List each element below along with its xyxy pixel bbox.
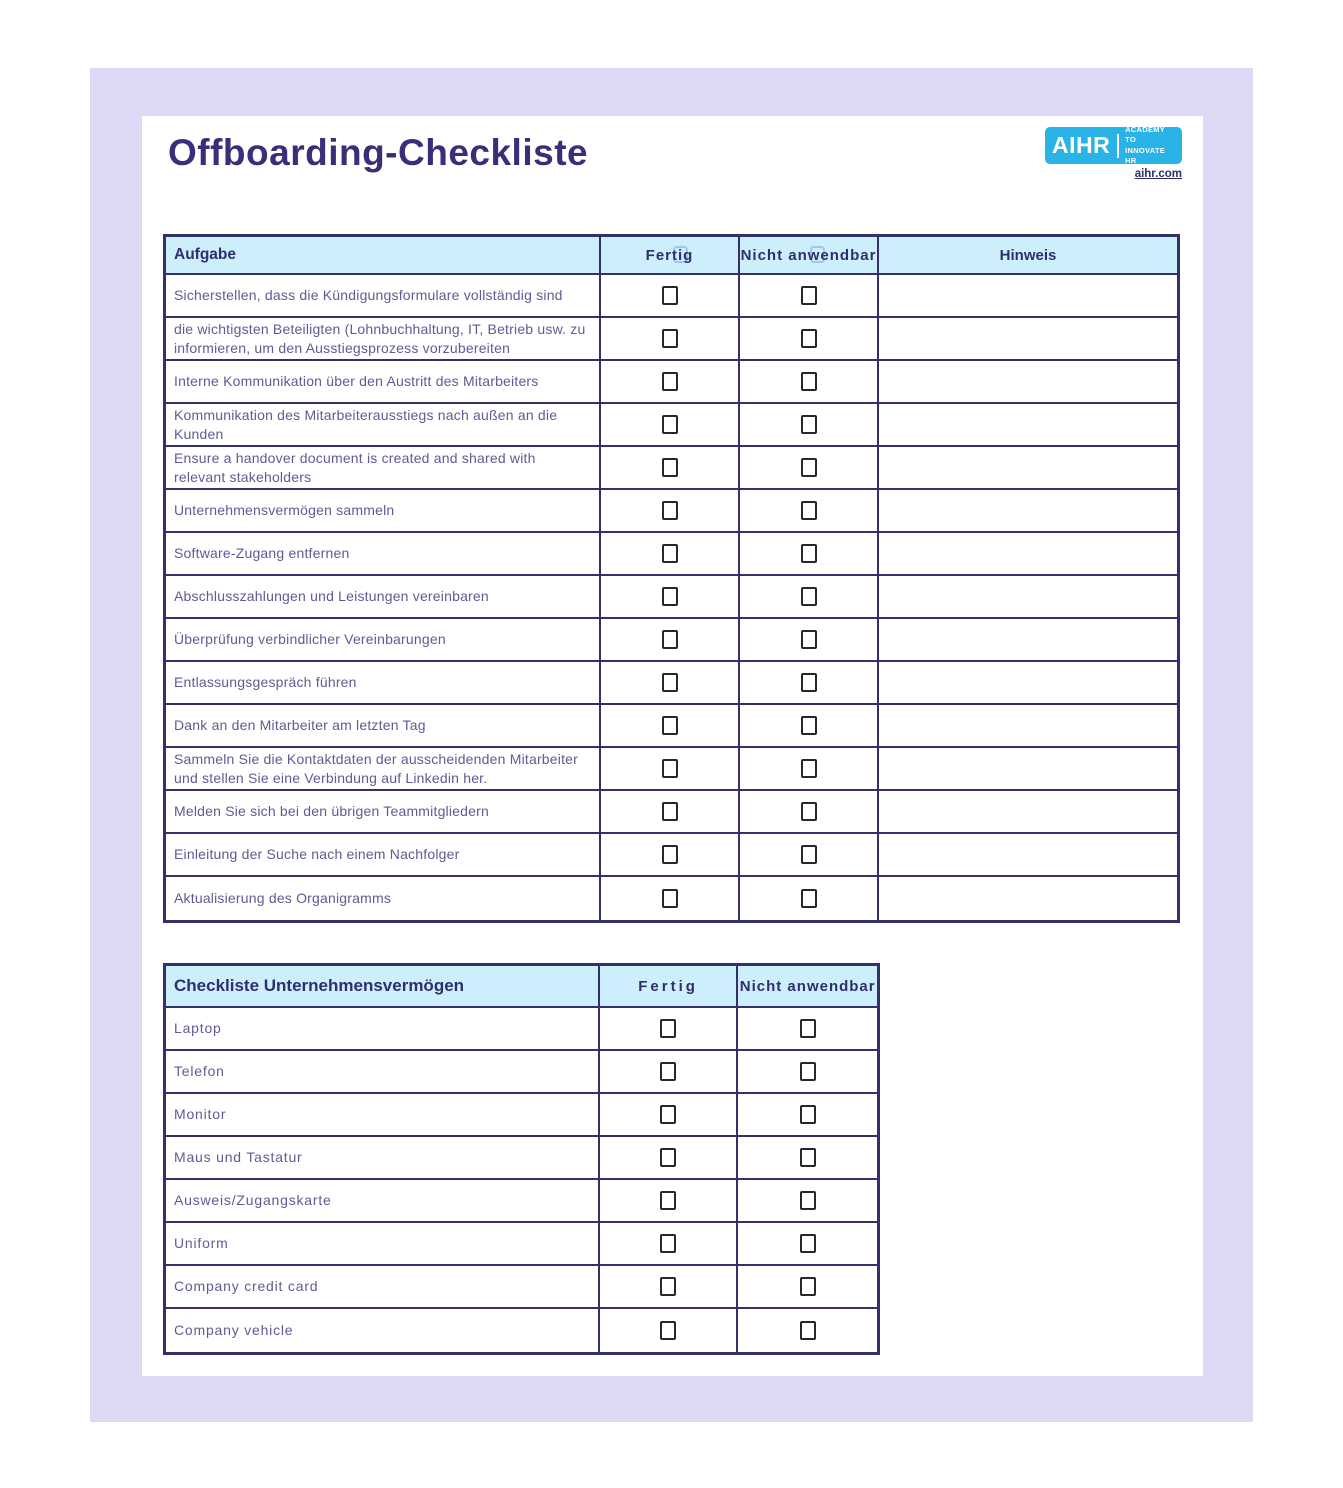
fertig-cell (600, 1094, 739, 1135)
note-cell[interactable] (879, 834, 1177, 875)
logo-tagline (1125, 125, 1175, 166)
task-label: Überprüfung verbindlicher Vereinbarungen (174, 631, 446, 648)
note-cell[interactable] (879, 662, 1177, 703)
note-cell[interactable] (879, 877, 1177, 920)
fertig-checkbox[interactable] (662, 802, 678, 821)
fertig-checkbox[interactable] (662, 415, 678, 434)
task-label: Sammeln Sie die Kontaktdaten der ausscheidenden Mitarbeiter und stellen Sie eine Verbindung auf Linkedin her. (174, 750, 579, 786)
task-cell (166, 748, 601, 789)
nicht-anwendbar-checkbox[interactable] (800, 1277, 816, 1296)
fertig-cell (601, 361, 740, 402)
task-cell (166, 490, 601, 531)
fertig-cell (601, 662, 740, 703)
asset-label: Laptop (174, 1020, 222, 1037)
tasks-table-header (166, 237, 1177, 275)
task-label: Abschlusszahlungen und Leistungen vereinbaren (174, 588, 489, 605)
assets-table (163, 963, 880, 1355)
nicht-anwendbar-cell (740, 662, 879, 703)
fertig-cell (601, 533, 740, 574)
fertig-checkbox[interactable] (660, 1105, 676, 1124)
table-row (166, 576, 1177, 619)
asset-cell (166, 1137, 600, 1178)
asset-label: Maus und Tastatur (174, 1149, 303, 1166)
fertig-checkbox[interactable] (660, 1148, 676, 1167)
fertig-checkbox[interactable] (662, 845, 678, 864)
logo-divider (1117, 134, 1119, 158)
note-cell[interactable] (879, 533, 1177, 574)
asset-label: Company vehicle (174, 1322, 294, 1339)
nicht-anwendbar-checkbox[interactable] (801, 329, 817, 348)
column-header-aufgabe: Aufgabe (166, 237, 601, 273)
task-label: Interne Kommunikation über den Austritt des Mitarbeiters (174, 373, 539, 390)
asset-label: Monitor (174, 1106, 227, 1123)
fertig-checkbox[interactable] (660, 1234, 676, 1253)
fertig-cell (600, 1137, 739, 1178)
task-label: Ensure a handover document is created and shared with relevant stakeholders (174, 449, 536, 485)
task-label: Melden Sie sich bei den übrigen Teammitgliedern (174, 803, 489, 820)
nicht-anwendbar-checkbox[interactable] (801, 845, 817, 864)
task-label: Kommunikation des Mitarbeiterausstiegs nach außen an die Kunden (174, 406, 558, 442)
fertig-checkbox[interactable] (662, 587, 678, 606)
column-header-hinweis: Hinweis (999, 246, 1057, 264)
nicht-anwendbar-checkbox[interactable] (800, 1062, 816, 1081)
nicht-anwendbar-cell (740, 619, 879, 660)
column-header-fertig: Fertig (600, 966, 739, 1006)
table-row (166, 662, 1177, 705)
fertig-cell (601, 447, 740, 488)
nicht-anwendbar-checkbox[interactable] (801, 587, 817, 606)
table-row (166, 1137, 877, 1180)
nicht-anwendbar-checkbox[interactable] (801, 458, 817, 477)
table-row (166, 1094, 877, 1137)
note-cell[interactable] (879, 619, 1177, 660)
nicht-anwendbar-cell (738, 1266, 877, 1307)
fertig-cell (601, 576, 740, 617)
table-row (166, 1309, 877, 1352)
task-label: die wichtigsten Beteiligten (Lohnbuchhaltung, IT, Betrieb usw. zu informieren, um den Ausstiegsprozess vorzubereiten (174, 320, 586, 356)
table-row (166, 619, 1177, 662)
table-row (166, 361, 1177, 404)
fertig-checkbox[interactable] (662, 544, 678, 563)
asset-cell (166, 1008, 600, 1049)
task-cell (166, 576, 601, 617)
nicht-anwendbar-cell (738, 1180, 877, 1221)
nicht-anwendbar-checkbox[interactable] (801, 415, 817, 434)
fertig-checkbox[interactable] (662, 673, 678, 692)
nicht-anwendbar-cell (740, 318, 879, 359)
fertig-checkbox[interactable] (662, 372, 678, 391)
nicht-anwendbar-checkbox[interactable] (801, 673, 817, 692)
fertig-checkbox[interactable] (662, 889, 678, 908)
nicht-anwendbar-checkbox[interactable] (801, 802, 817, 821)
nicht-anwendbar-checkbox[interactable] (800, 1148, 816, 1167)
fertig-checkbox[interactable] (662, 286, 678, 305)
asset-cell (166, 1309, 600, 1352)
fertig-checkbox[interactable] (662, 501, 678, 520)
fertig-checkbox[interactable] (662, 458, 678, 477)
table-row (166, 705, 1177, 748)
table-row (166, 318, 1177, 361)
fertig-cell (601, 275, 740, 316)
nicht-anwendbar-checkbox[interactable] (800, 1234, 816, 1253)
nicht-anwendbar-cell (740, 404, 879, 445)
fertig-cell (601, 404, 740, 445)
page-title: Offboarding-Checkliste (168, 132, 589, 173)
table-row (166, 877, 1177, 920)
note-cell[interactable] (879, 318, 1177, 359)
nicht-anwendbar-cell (738, 1137, 877, 1178)
nicht-anwendbar-checkbox[interactable] (801, 716, 817, 735)
fertig-checkbox[interactable] (660, 1191, 676, 1210)
fertig-cell (600, 1309, 739, 1352)
note-cell[interactable] (879, 447, 1177, 488)
aihr-link[interactable]: aihr.com (1134, 168, 1182, 180)
fertig-checkbox[interactable] (662, 716, 678, 735)
fertig-cell (600, 1051, 739, 1092)
fertig-cell (601, 834, 740, 875)
fertig-checkbox[interactable] (662, 759, 678, 778)
table-row (166, 1008, 877, 1051)
fertig-cell (600, 1180, 739, 1221)
asset-cell (166, 1051, 600, 1092)
nicht-anwendbar-cell (740, 576, 879, 617)
nicht-anwendbar-cell (740, 361, 879, 402)
table-row (166, 404, 1177, 447)
fertig-cell (601, 877, 740, 920)
nicht-anwendbar-checkbox[interactable] (801, 501, 817, 520)
aihr-logo-brand: AIHR (1052, 132, 1111, 158)
fertig-checkbox[interactable] (662, 329, 678, 348)
nicht-anwendbar-checkbox[interactable] (801, 286, 817, 305)
nicht-anwendbar-checkbox[interactable] (801, 372, 817, 391)
task-cell (166, 619, 601, 660)
task-label: Dank an den Mitarbeiter am letzten Tag (174, 717, 426, 734)
nicht-anwendbar-cell (740, 490, 879, 531)
task-cell (166, 361, 601, 402)
nicht-anwendbar-cell (740, 705, 879, 746)
nicht-anwendbar-checkbox[interactable] (801, 759, 817, 778)
nicht-anwendbar-cell (738, 1223, 877, 1264)
task-label: Unternehmensvermögen sammeln (174, 502, 395, 519)
task-label: Entlassungsgespräch führen (174, 674, 357, 691)
fertig-cell (601, 705, 740, 746)
asset-cell (166, 1094, 600, 1135)
note-cell[interactable] (879, 791, 1177, 832)
table-row (166, 1180, 877, 1223)
task-cell (166, 318, 601, 359)
nicht-anwendbar-cell (738, 1309, 877, 1352)
nicht-anwendbar-cell (740, 834, 879, 875)
fertig-cell (600, 1266, 739, 1307)
table-row (166, 1266, 877, 1309)
column-header-nicht-anwendbar: Nicht anwendbar (739, 977, 876, 995)
asset-cell (166, 1180, 600, 1221)
nicht-anwendbar-cell (740, 791, 879, 832)
asset-label: Company credit card (174, 1278, 319, 1295)
fertig-cell (600, 1223, 739, 1264)
task-label: Aktualisierung des Organigramms (174, 890, 392, 907)
nicht-anwendbar-cell (740, 533, 879, 574)
aihr-logo (1045, 127, 1182, 164)
table-row (166, 533, 1177, 576)
table-row (166, 748, 1177, 791)
fertig-cell (601, 318, 740, 359)
nicht-anwendbar-cell (740, 275, 879, 316)
fertig-checkbox[interactable] (660, 1277, 676, 1296)
task-label: Einleitung der Suche nach einem Nachfolger (174, 846, 460, 863)
table-row (166, 490, 1177, 533)
task-cell (166, 791, 601, 832)
assets-header-title: Checkliste Unternehmensvermögen (166, 966, 600, 1006)
task-cell (166, 877, 601, 920)
task-cell (166, 533, 601, 574)
nicht-anwendbar-checkbox[interactable] (801, 544, 817, 563)
nicht-anwendbar-checkbox[interactable] (800, 1105, 816, 1124)
nicht-anwendbar-checkbox[interactable] (800, 1019, 816, 1038)
note-cell[interactable] (879, 275, 1177, 316)
nicht-anwendbar-checkbox[interactable] (801, 630, 817, 649)
assets-table-header (166, 966, 877, 1008)
nicht-anwendbar-cell (738, 1051, 877, 1092)
task-cell (166, 404, 601, 445)
nicht-anwendbar-checkbox[interactable] (800, 1321, 816, 1340)
asset-label: Uniform (174, 1235, 229, 1252)
document-page (142, 116, 1203, 1376)
nicht-anwendbar-cell (740, 748, 879, 789)
fertig-checkbox[interactable] (662, 630, 678, 649)
column-header-fertig: Fertig (601, 237, 740, 273)
fertig-cell (601, 490, 740, 531)
task-cell (166, 447, 601, 488)
table-row (166, 1051, 877, 1094)
nicht-anwendbar-cell (738, 1008, 877, 1049)
fertig-cell (600, 1008, 739, 1049)
nicht-anwendbar-cell (740, 877, 879, 920)
tasks-table (163, 234, 1180, 923)
nicht-anwendbar-checkbox[interactable] (800, 1191, 816, 1210)
table-row (166, 447, 1177, 490)
logo-tagline-line1: ACADEMY TO (1125, 125, 1165, 145)
note-cell[interactable] (879, 576, 1177, 617)
asset-label: Telefon (174, 1063, 225, 1080)
task-label: Sicherstellen, dass die Kündigungsformulare vollständig sind (174, 287, 563, 304)
note-cell[interactable] (879, 490, 1177, 531)
asset-cell (166, 1223, 600, 1264)
nicht-anwendbar-cell (740, 447, 879, 488)
note-cell[interactable] (879, 404, 1177, 445)
lavender-frame (90, 68, 1253, 1422)
fertig-cell (601, 748, 740, 789)
table-row (166, 834, 1177, 877)
fertig-checkbox[interactable] (660, 1321, 676, 1340)
fertig-checkbox[interactable] (660, 1019, 676, 1038)
asset-cell (166, 1266, 600, 1307)
task-label: Software-Zugang entfernen (174, 545, 350, 562)
note-cell[interactable] (879, 361, 1177, 402)
column-header-nicht-anwendbar: Nicht anwendbar (740, 237, 879, 273)
note-cell[interactable] (879, 748, 1177, 789)
note-cell[interactable] (879, 705, 1177, 746)
table-row (166, 791, 1177, 834)
task-cell (166, 834, 601, 875)
asset-label: Ausweis/Zugangskarte (174, 1192, 332, 1209)
nicht-anwendbar-cell (738, 1094, 877, 1135)
logo-tagline-line2: INNOVATE HR (1125, 145, 1166, 165)
fertig-checkbox[interactable] (660, 1062, 676, 1081)
task-cell (166, 662, 601, 703)
task-cell (166, 705, 601, 746)
fertig-cell (601, 791, 740, 832)
fertig-cell (601, 619, 740, 660)
nicht-anwendbar-checkbox[interactable] (801, 889, 817, 908)
task-cell (166, 275, 601, 316)
table-row (166, 275, 1177, 318)
table-row (166, 1223, 877, 1266)
